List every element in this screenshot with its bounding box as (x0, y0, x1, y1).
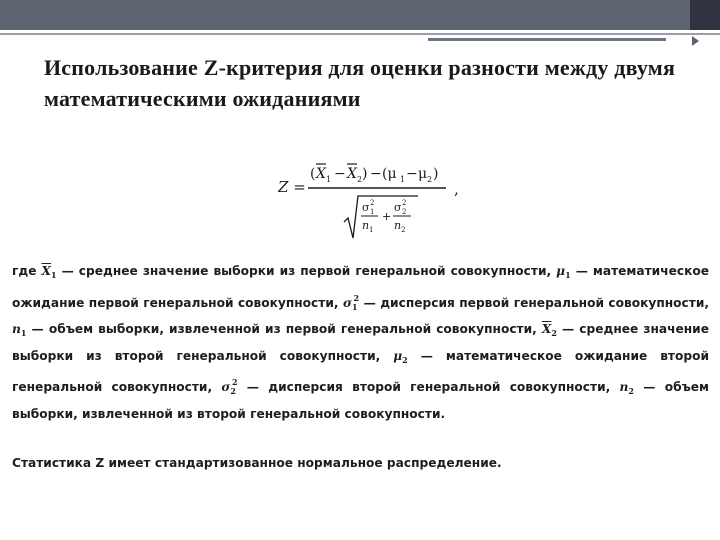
symbol-n2: $n_2$ (619, 380, 634, 396)
svg-text:1: 1 (400, 175, 406, 184)
x2-description: — среднее значение выборки из второй генеральной совокупности, (12, 322, 709, 363)
svg-text:2: 2 (402, 199, 407, 207)
svg-text:−: − (334, 166, 346, 182)
symbol-x2: $\overline{X}_2$ (541, 322, 557, 338)
svg-text:(μ: (μ (382, 166, 397, 182)
svg-text:): ) (362, 166, 368, 182)
symbol-mu2: $\mu_2$ (393, 348, 408, 365)
mu1-description: — математическое ожидание первой генеральной совокупности, (12, 264, 709, 310)
svg-text:,: , (454, 180, 459, 198)
slide-top-bar (0, 0, 720, 30)
sigma2-description: — дисперсия второй генеральной совокупности, (246, 380, 611, 394)
slide-top-bar-corner (690, 0, 720, 30)
svg-text:1: 1 (326, 175, 332, 184)
svg-text:−: − (370, 166, 382, 182)
svg-text:σ: σ (362, 201, 370, 214)
svg-text:n: n (362, 219, 370, 232)
svg-text:σ: σ (394, 201, 402, 214)
mu2-description: — математическое ожидание второй генеральной совокупности, (12, 348, 710, 394)
svg-text:(: ( (310, 166, 316, 182)
symbol-mu1: $\mu_1$ (556, 264, 571, 280)
svg-text:2: 2 (402, 208, 407, 216)
where-word: где (12, 264, 37, 278)
svg-text:1: 1 (369, 226, 374, 234)
triangle-marker-icon (692, 36, 699, 46)
statistic-note: Статистика Z имеет стандартизованное нормальное распределение. (12, 456, 502, 470)
symbol-n1: $n_1$ (12, 322, 27, 338)
svg-text:2: 2 (401, 226, 406, 234)
symbol-sigma1: $\sigma_1^2$ (342, 292, 360, 312)
svg-text:2: 2 (370, 199, 375, 207)
svg-text:X: X (316, 166, 326, 182)
svg-text:1: 1 (370, 208, 375, 216)
symbol-sigma2: $\sigma_2^2$ (221, 377, 238, 396)
svg-text:+: + (382, 210, 392, 223)
z-formula (278, 152, 478, 244)
svg-text:X: X (347, 166, 357, 182)
svg-text:−: − (406, 166, 418, 182)
formula-explanation (12, 260, 709, 425)
header-rule (0, 33, 720, 35)
header-accent-rule (428, 38, 666, 41)
x1-description: — среднее значение выборки из первой генеральной совокупности, (61, 264, 552, 278)
svg-text:Z =: Z = (278, 178, 306, 196)
n2-description: — объем выборки, извлеченной из второй генеральной совокупности. (12, 380, 710, 421)
n1-description: — объем выборки, извлеченной из первой генеральной совокупности, (31, 322, 537, 336)
svg-text:μ: μ (418, 166, 428, 182)
svg-text:2: 2 (427, 175, 433, 184)
svg-text:): ) (433, 166, 439, 182)
symbol-x1: $\overline{X}_1$ (41, 264, 57, 280)
svg-text:n: n (394, 219, 402, 232)
slide-title: Использование Z-критерия для оценки разности между двумя математическими ожиданиями (44, 55, 676, 111)
sigma1-description: — дисперсия первой генеральной совокупности, (363, 295, 709, 310)
svg-text:2: 2 (357, 175, 363, 184)
